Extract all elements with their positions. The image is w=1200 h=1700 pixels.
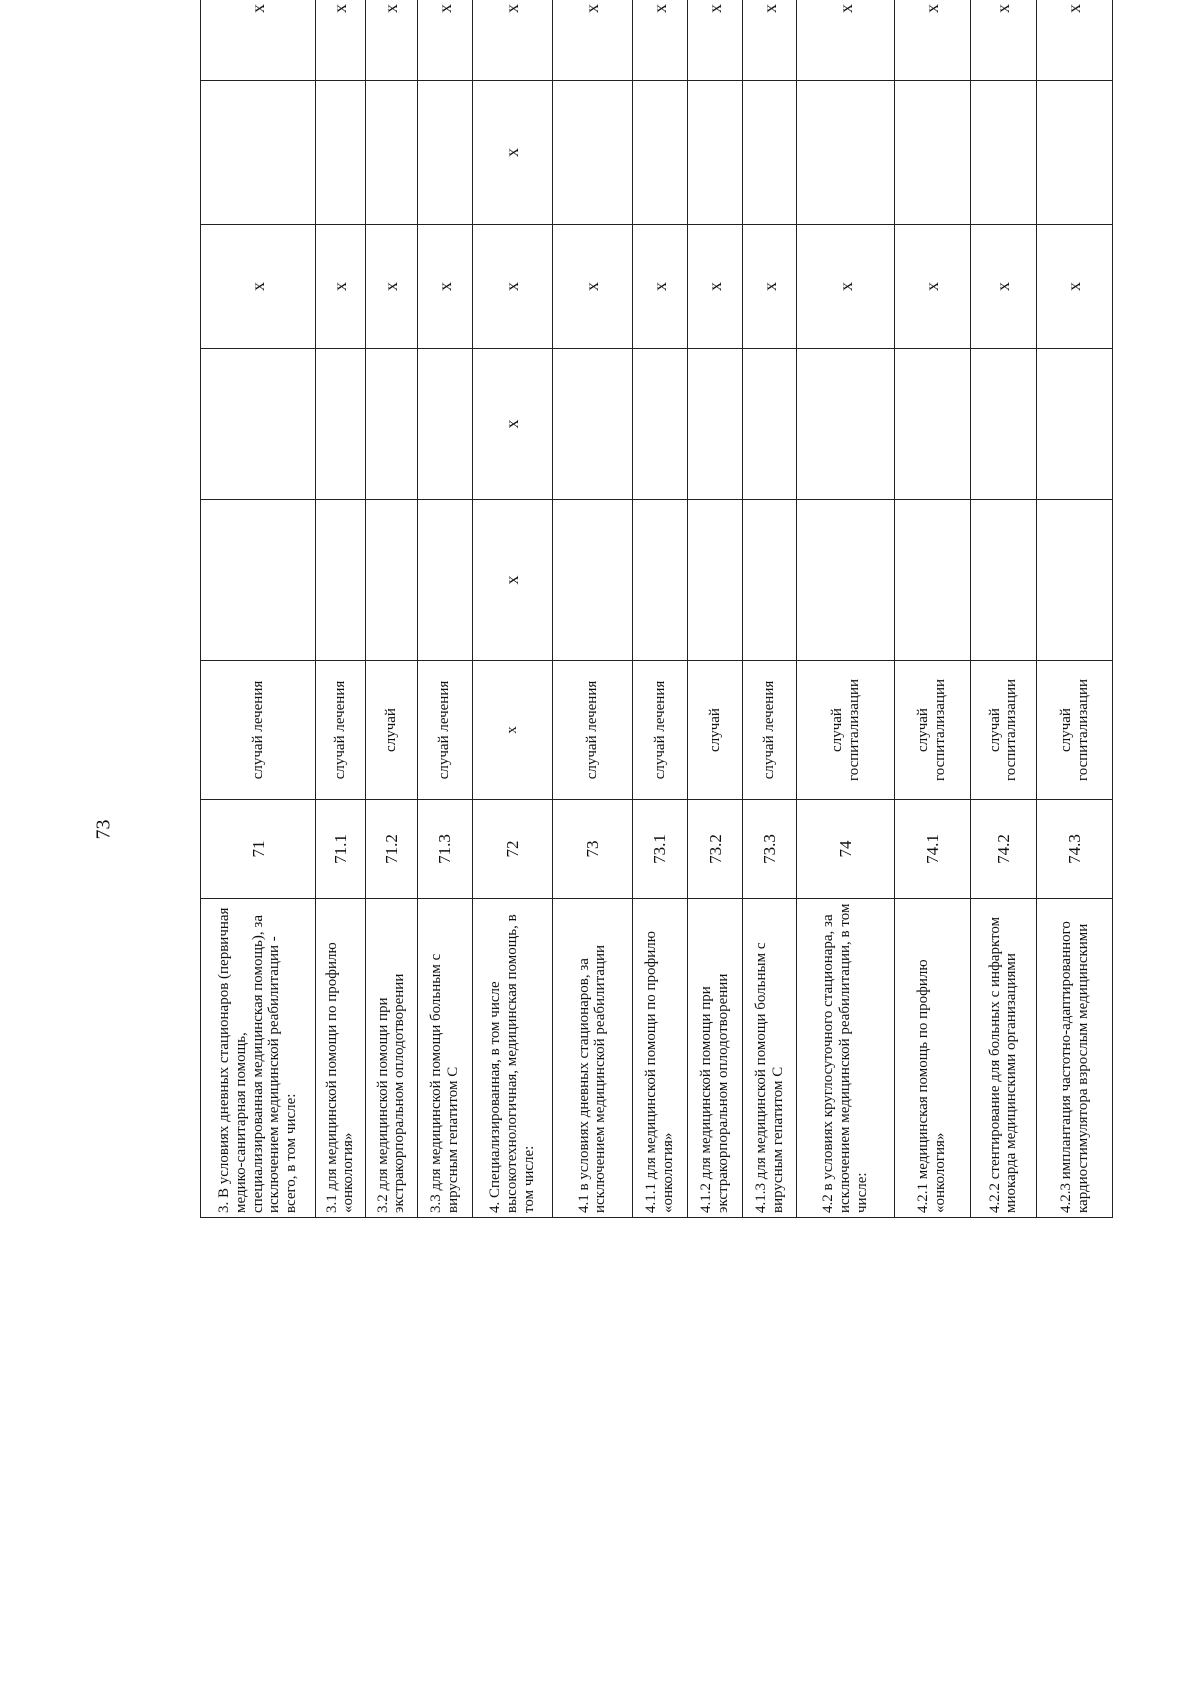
- unit-cell: случай лечения: [742, 661, 797, 800]
- value-cell-3: х: [418, 225, 473, 349]
- value-cell-2: [742, 349, 797, 500]
- value-cell-1: [201, 500, 316, 661]
- unit-cell: случай: [365, 661, 417, 800]
- row-name-cell: 4.1.2 для медицинской помощи при экстракорпоральном оплодотворении: [688, 899, 743, 1218]
- value-cell-4: [742, 81, 797, 225]
- row-number-cell: 71.1: [316, 800, 366, 899]
- value-cell-4: [797, 81, 894, 225]
- row-number-cell: 73.1: [632, 800, 688, 899]
- row-name-cell: 3.3 для медицинской помощи больным с вирусным гепатитом С: [418, 899, 473, 1218]
- value-cell-2: х: [472, 349, 553, 500]
- row-name-cell: 4.1 в условиях дневных стационаров, за исключением медицинской реабилитации: [553, 899, 632, 1218]
- value-cell-2: [316, 349, 366, 500]
- table-container: [200, 4, 1113, 1218]
- row-name-cell: 4.2.1 медицинская помощь по профилю «онкология»: [894, 899, 970, 1218]
- table-row: [742, 0, 797, 1218]
- value-cell-3: х: [742, 225, 797, 349]
- value-cell-4: х: [472, 81, 553, 225]
- value-cell-5: х: [553, 0, 632, 81]
- value-cell-2: [970, 349, 1036, 500]
- unit-cell: случай лечения: [553, 661, 632, 800]
- row-number-cell: 73.2: [688, 800, 743, 899]
- value-cell-1: х: [472, 500, 553, 661]
- value-cell-2: [365, 349, 417, 500]
- row-name-cell: 4.2 в условиях круглосуточного стационара, за исключением медицинской реабилитации, в том числе:: [797, 899, 894, 1218]
- value-cell-1: [316, 500, 366, 661]
- row-number-cell: 72: [472, 800, 553, 899]
- value-cell-5: х: [632, 0, 688, 81]
- value-cell-5: х: [472, 0, 553, 81]
- value-cell-1: [1037, 500, 1113, 661]
- unit-cell: х: [472, 661, 553, 800]
- value-cell-5: х: [316, 0, 366, 81]
- table-row: [688, 0, 743, 1218]
- table-row: [1037, 0, 1113, 1218]
- unit-cell: случай госпитализации: [797, 661, 894, 800]
- value-cell-3: х: [688, 225, 743, 349]
- unit-cell: случай: [688, 661, 743, 800]
- value-cell-4: [632, 81, 688, 225]
- unit-cell: случай госпитализации: [970, 661, 1036, 800]
- value-cell-2: [797, 349, 894, 500]
- value-cell-5: х: [365, 0, 417, 81]
- table-row: [894, 0, 970, 1218]
- value-cell-4: [418, 81, 473, 225]
- value-cell-1: [894, 500, 970, 661]
- table-body: [201, 0, 1113, 1218]
- table-row: [316, 0, 366, 1218]
- unit-cell: случай лечения: [418, 661, 473, 800]
- row-name-cell: 3.1 для медицинской помощи по профилю «онкология»: [316, 899, 366, 1218]
- table-row: [553, 0, 632, 1218]
- value-cell-3: х: [970, 225, 1036, 349]
- value-cell-5: х: [970, 0, 1036, 81]
- value-cell-5: х: [894, 0, 970, 81]
- value-cell-3: х: [797, 225, 894, 349]
- value-cell-4: [316, 81, 366, 225]
- table-row: [472, 0, 553, 1218]
- value-cell-4: [553, 81, 632, 225]
- unit-cell: случай госпитализации: [894, 661, 970, 800]
- row-number-cell: 71: [201, 800, 316, 899]
- value-cell-1: [742, 500, 797, 661]
- value-cell-3: х: [472, 225, 553, 349]
- table-row: [201, 0, 316, 1218]
- value-cell-1: [365, 500, 417, 661]
- row-number-cell: 74.2: [970, 800, 1036, 899]
- value-cell-3: х: [316, 225, 366, 349]
- tariff-table: [200, 0, 1113, 1218]
- value-cell-2: [632, 349, 688, 500]
- row-number-cell: 73.3: [742, 800, 797, 899]
- value-cell-3: х: [201, 225, 316, 349]
- row-number-cell: 73: [553, 800, 632, 899]
- row-number-cell: 74.3: [1037, 800, 1113, 899]
- value-cell-5: х: [797, 0, 894, 81]
- row-number-cell: 74: [797, 800, 894, 899]
- value-cell-1: [797, 500, 894, 661]
- value-cell-2: [201, 349, 316, 500]
- row-number-cell: 71.2: [365, 800, 417, 899]
- unit-cell: случай лечения: [632, 661, 688, 800]
- value-cell-1: [632, 500, 688, 661]
- row-name-cell: 4.1.1 для медицинской помощи по профилю «онкология»: [632, 899, 688, 1218]
- unit-cell: случай лечения: [316, 661, 366, 800]
- value-cell-3: х: [365, 225, 417, 349]
- value-cell-1: [553, 500, 632, 661]
- value-cell-4: [1037, 81, 1113, 225]
- row-name-cell: 4.2.2 стентирование для больных с инфарктом миокарда медицинскими организациями: [970, 899, 1036, 1218]
- value-cell-1: [970, 500, 1036, 661]
- value-cell-2: [553, 349, 632, 500]
- table-row: [418, 0, 473, 1218]
- table-row: [365, 0, 417, 1218]
- value-cell-3: х: [632, 225, 688, 349]
- value-cell-4: [894, 81, 970, 225]
- page-number: 73: [92, 819, 115, 840]
- row-number-cell: 71.3: [418, 800, 473, 899]
- unit-cell: случай госпитализации: [1037, 661, 1113, 800]
- value-cell-4: [365, 81, 417, 225]
- value-cell-3: х: [894, 225, 970, 349]
- value-cell-4: [688, 81, 743, 225]
- value-cell-3: х: [1037, 225, 1113, 349]
- value-cell-5: х: [201, 0, 316, 81]
- row-name-cell: 4.1.3 для медицинской помощи больным с вирусным гепатитом С: [742, 899, 797, 1218]
- table-row: [632, 0, 688, 1218]
- value-cell-3: х: [553, 225, 632, 349]
- value-cell-2: [894, 349, 970, 500]
- value-cell-5: х: [418, 0, 473, 81]
- value-cell-5: х: [742, 0, 797, 81]
- row-name-cell: 4. Специализированная, в том числе высокотехнологичная, медицинская помощь, в том числе:: [472, 899, 553, 1218]
- row-name-cell: 3. В условиях дневных стационаров (первичная медико-санитарная помощь, специализированная медицинская помощь), за исключением медицинской реабилитации - всего, в том числе:: [201, 899, 316, 1218]
- table-row: [797, 0, 894, 1218]
- value-cell-2: [1037, 349, 1113, 500]
- value-cell-5: х: [688, 0, 743, 81]
- row-name-cell: 3.2 для медицинской помощи при экстракорпоральном оплодотворении: [365, 899, 417, 1218]
- value-cell-2: [418, 349, 473, 500]
- unit-cell: случай лечения: [201, 661, 316, 800]
- row-name-cell: 4.2.3 имплантация частотно-адаптированного кардиостимулятора взрослым медицинскими: [1037, 899, 1113, 1218]
- table-row: [970, 0, 1036, 1218]
- value-cell-1: [418, 500, 473, 661]
- value-cell-5: х: [1037, 0, 1113, 81]
- value-cell-2: [688, 349, 743, 500]
- row-number-cell: 74.1: [894, 800, 970, 899]
- value-cell-4: [201, 81, 316, 225]
- value-cell-4: [970, 81, 1036, 225]
- value-cell-1: [688, 500, 743, 661]
